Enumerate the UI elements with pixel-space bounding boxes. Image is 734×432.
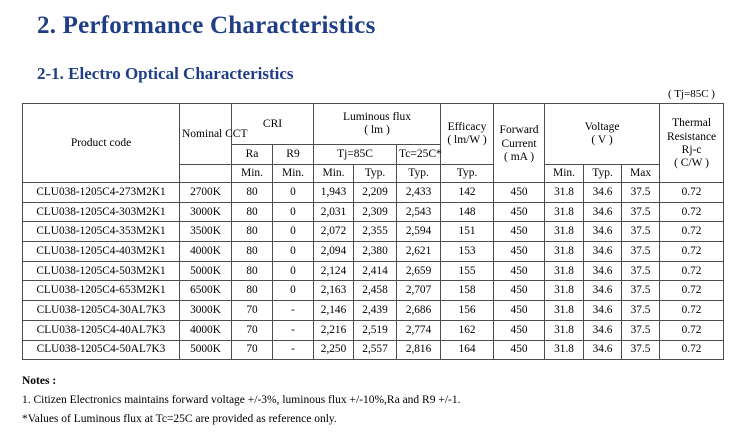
flux-min-cell: 1,943 [314, 183, 354, 203]
flux-tc-typ-cell: 2,686 [397, 301, 441, 321]
cct-cell: 5000K [180, 340, 232, 360]
product-code-cell: CLU038-1205C4-273M2K1 [23, 183, 180, 203]
header-cri: CRI [232, 104, 314, 145]
ra-cell: 80 [232, 242, 273, 262]
flux-typ-cell: 2,309 [354, 202, 397, 222]
voltage-typ-cell: 34.6 [584, 340, 622, 360]
flux-min-cell: 2,163 [314, 281, 354, 301]
voltage-typ-cell: 34.6 [584, 183, 622, 203]
efficacy-cell: 162 [441, 320, 494, 340]
product-code-cell: CLU038-1205C4-50AL7K3 [23, 340, 180, 360]
header-cct-blank [180, 165, 232, 183]
header-efficacy-unit: ( lm/W ) [447, 134, 487, 146]
header-voltage-min: Min. [545, 165, 584, 183]
voltage-typ-cell: 34.6 [584, 320, 622, 340]
flux-tc-typ-cell: 2,543 [397, 202, 441, 222]
flux-typ-cell: 2,458 [354, 281, 397, 301]
cct-cell: 4000K [180, 242, 232, 262]
forward-current-cell: 450 [494, 301, 545, 321]
flux-tc-typ-cell: 2,774 [397, 320, 441, 340]
voltage-typ-cell: 34.6 [584, 301, 622, 321]
test-condition: ( Tj=85C ) [668, 88, 715, 100]
voltage-typ-cell: 34.6 [584, 242, 622, 262]
header-flux-min: Min. [314, 165, 354, 183]
product-code-cell: CLU038-1205C4-503M2K1 [23, 261, 180, 281]
efficacy-cell: 156 [441, 301, 494, 321]
cct-cell: 2700K [180, 183, 232, 203]
flux-typ-cell: 2,209 [354, 183, 397, 203]
header-flux-tc25: Tc=25C* [397, 145, 441, 165]
header-efficacy [441, 104, 494, 165]
header-forward-current [494, 104, 545, 183]
ra-cell: 80 [232, 281, 273, 301]
r9-cell: - [273, 320, 314, 340]
thermal-resistance-cell: 0.72 [660, 281, 724, 301]
voltage-typ-cell: 34.6 [584, 281, 622, 301]
thermal-resistance-cell: 0.72 [660, 340, 724, 360]
thermal-resistance-cell: 0.72 [660, 202, 724, 222]
page-title: 2. Performance Characteristics [37, 12, 376, 39]
flux-typ-cell: 2,414 [354, 261, 397, 281]
voltage-max-cell: 37.5 [622, 202, 660, 222]
flux-min-cell: 2,146 [314, 301, 354, 321]
r9-cell: 0 [273, 222, 314, 242]
flux-typ-cell: 2,557 [354, 340, 397, 360]
header-voltage-unit: ( V ) [591, 134, 613, 146]
voltage-typ-cell: 34.6 [584, 261, 622, 281]
table-row [23, 320, 724, 340]
header-voltage-max: Max [622, 165, 660, 183]
cct-cell: 3000K [180, 202, 232, 222]
flux-typ-cell: 2,519 [354, 320, 397, 340]
efficacy-cell: 158 [441, 281, 494, 301]
header-r9-min: Min. [273, 165, 314, 183]
forward-current-cell: 450 [494, 281, 545, 301]
ra-cell: 70 [232, 320, 273, 340]
ra-cell: 70 [232, 340, 273, 360]
thermal-resistance-cell: 0.72 [660, 242, 724, 262]
flux-typ-cell: 2,380 [354, 242, 397, 262]
header-luminous-flux-label: Luminous flux [343, 111, 412, 123]
r9-cell: 0 [273, 202, 314, 222]
header-nominal-cct: Nominal CCT [180, 104, 232, 165]
voltage-max-cell: 37.5 [622, 320, 660, 340]
header-product-code: Product code [23, 104, 180, 183]
r9-cell: - [273, 301, 314, 321]
table-body [23, 183, 724, 360]
table-row [23, 242, 724, 262]
header-thermal-resistance [660, 104, 724, 183]
header-ra: Ra [232, 145, 273, 165]
flux-tc-typ-cell: 2,707 [397, 281, 441, 301]
ra-cell: 80 [232, 261, 273, 281]
efficacy-cell: 151 [441, 222, 494, 242]
voltage-max-cell: 37.5 [622, 340, 660, 360]
section-title: 2-1. Electro Optical Characteristics [37, 64, 294, 83]
table-row [23, 222, 724, 242]
product-code-cell: CLU038-1205C4-653M2K1 [23, 281, 180, 301]
header-flux-tj85: Tj=85C [314, 145, 397, 165]
voltage-min-cell: 31.8 [545, 202, 584, 222]
r9-cell: 0 [273, 261, 314, 281]
forward-current-cell: 450 [494, 320, 545, 340]
forward-current-cell: 450 [494, 202, 545, 222]
cct-cell: 6500K [180, 281, 232, 301]
header-forward-current-unit: ( mA ) [504, 150, 535, 163]
flux-tc-typ-cell: 2,594 [397, 222, 441, 242]
ra-cell: 80 [232, 183, 273, 203]
forward-current-cell: 450 [494, 340, 545, 360]
voltage-typ-cell: 34.6 [584, 202, 622, 222]
voltage-min-cell: 31.8 [545, 301, 584, 321]
voltage-max-cell: 37.5 [622, 281, 660, 301]
forward-current-cell: 450 [494, 261, 545, 281]
voltage-typ-cell: 34.6 [584, 222, 622, 242]
header-efficacy-typ: Typ. [441, 165, 494, 183]
header-r9: R9 [273, 145, 314, 165]
voltage-min-cell: 31.8 [545, 320, 584, 340]
voltage-max-cell: 37.5 [622, 301, 660, 321]
efficacy-cell: 155 [441, 261, 494, 281]
header-voltage-label: Voltage [584, 121, 620, 133]
ra-cell: 80 [232, 202, 273, 222]
forward-current-cell: 450 [494, 222, 545, 242]
voltage-max-cell: 37.5 [622, 261, 660, 281]
header-efficacy-label: Efficacy [447, 121, 487, 133]
thermal-resistance-cell: 0.72 [660, 222, 724, 242]
product-code-cell: CLU038-1205C4-40AL7K3 [23, 320, 180, 340]
product-code-cell: CLU038-1205C4-303M2K1 [23, 202, 180, 222]
efficacy-cell: 164 [441, 340, 494, 360]
header-voltage-typ: Typ. [584, 165, 622, 183]
notes-title: Notes : [22, 375, 57, 387]
product-code-cell: CLU038-1205C4-30AL7K3 [23, 301, 180, 321]
flux-min-cell: 2,250 [314, 340, 354, 360]
product-code-cell: CLU038-1205C4-403M2K1 [23, 242, 180, 262]
header-luminous-flux [314, 104, 441, 145]
efficacy-cell: 148 [441, 202, 494, 222]
voltage-min-cell: 31.8 [545, 242, 584, 262]
flux-min-cell: 2,216 [314, 320, 354, 340]
efficacy-cell: 142 [441, 183, 494, 203]
r9-cell: 0 [273, 242, 314, 262]
ra-cell: 80 [232, 222, 273, 242]
voltage-max-cell: 37.5 [622, 183, 660, 203]
voltage-max-cell: 37.5 [622, 242, 660, 262]
cct-cell: 3500K [180, 222, 232, 242]
r9-cell: 0 [273, 281, 314, 301]
electro-optical-table [22, 103, 724, 360]
header-thermal-resistance-label: Thermal Resistance [666, 117, 717, 143]
voltage-min-cell: 31.8 [545, 183, 584, 203]
flux-tc-typ-cell: 2,621 [397, 242, 441, 262]
header-thermal-rjc: Rj-c [681, 144, 702, 156]
thermal-resistance-cell: 0.72 [660, 183, 724, 203]
voltage-max-cell: 37.5 [622, 222, 660, 242]
product-code-cell: CLU038-1205C4-353M2K1 [23, 222, 180, 242]
table-row [23, 202, 724, 222]
note-item: 1. Citizen Electronics maintains forward voltage +/-3%, luminous flux +/-10%,Ra and R9 +/-1. [22, 394, 461, 406]
flux-tc-typ-cell: 2,433 [397, 183, 441, 203]
flux-typ-cell: 2,355 [354, 222, 397, 242]
table-row [23, 340, 724, 360]
r9-cell: - [273, 340, 314, 360]
header-flux-typ: Typ. [354, 165, 397, 183]
cct-cell: 5000K [180, 261, 232, 281]
flux-tc-typ-cell: 2,659 [397, 261, 441, 281]
cct-cell: 4000K [180, 320, 232, 340]
flux-min-cell: 2,072 [314, 222, 354, 242]
table-row [23, 183, 724, 203]
flux-min-cell: 2,094 [314, 242, 354, 262]
flux-tc-typ-cell: 2,816 [397, 340, 441, 360]
flux-min-cell: 2,124 [314, 261, 354, 281]
table-row [23, 281, 724, 301]
cct-cell: 3000K [180, 301, 232, 321]
thermal-resistance-cell: 0.72 [660, 261, 724, 281]
ra-cell: 70 [232, 301, 273, 321]
thermal-resistance-cell: 0.72 [660, 301, 724, 321]
header-voltage [545, 104, 660, 165]
notes [22, 372, 460, 429]
note-item: *Values of Luminous flux at Tc=25C are provided as reference only. [22, 413, 337, 425]
voltage-min-cell: 31.8 [545, 281, 584, 301]
voltage-min-cell: 31.8 [545, 261, 584, 281]
flux-typ-cell: 2,439 [354, 301, 397, 321]
header-forward-current-label: Forward Current [499, 123, 539, 150]
table-row [23, 301, 724, 321]
thermal-resistance-cell: 0.72 [660, 320, 724, 340]
table-row [23, 261, 724, 281]
header-luminous-flux-unit: ( lm ) [364, 124, 390, 136]
forward-current-cell: 450 [494, 242, 545, 262]
r9-cell: 0 [273, 183, 314, 203]
header-ra-min: Min. [232, 165, 273, 183]
header-thermal-unit: ( C/W ) [674, 157, 710, 169]
forward-current-cell: 450 [494, 183, 545, 203]
voltage-min-cell: 31.8 [545, 222, 584, 242]
voltage-min-cell: 31.8 [545, 340, 584, 360]
header-flux-tc-typ: Typ. [397, 165, 441, 183]
flux-min-cell: 2,031 [314, 202, 354, 222]
efficacy-cell: 153 [441, 242, 494, 262]
